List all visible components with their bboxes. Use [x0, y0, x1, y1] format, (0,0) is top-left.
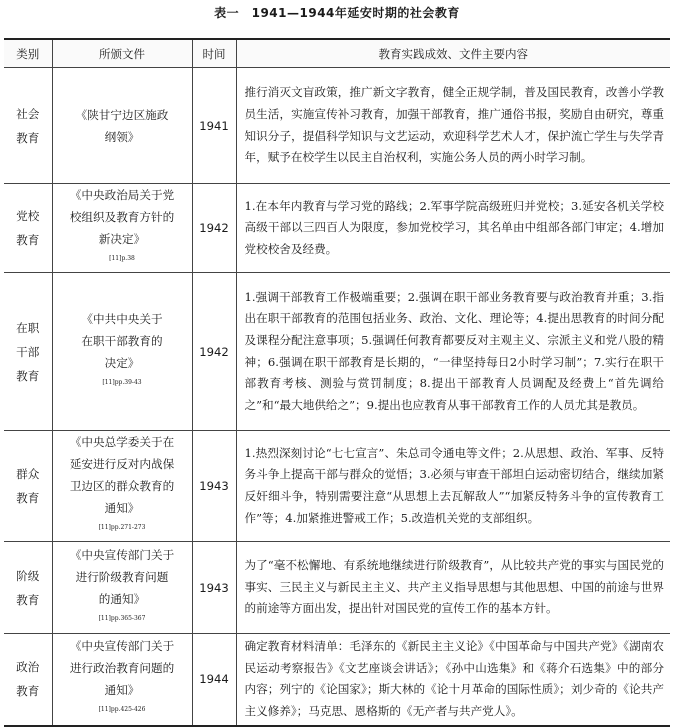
document-cell: [52, 184, 192, 273]
document-line-text: 决定》: [104, 355, 140, 370]
document-line: 《中央政治局关于党: [69, 188, 175, 202]
header-year: 时间: [192, 39, 236, 68]
year-cell: 1943: [192, 542, 236, 634]
header-content: 教育实践成效、文件主要内容: [236, 39, 670, 68]
citation-ref: [11]pp.365-367: [98, 614, 146, 622]
document-line: 《中共中央关于: [81, 311, 163, 326]
document-line: 校组织及教育方针的: [69, 210, 175, 224]
document-line: 延安进行反对内战保: [69, 457, 175, 471]
category-cell: [4, 634, 52, 726]
document-line: 在职干部教育的: [81, 333, 163, 348]
document-line: [61, 228, 184, 272]
table-row: [4, 273, 670, 431]
document-line: 进行阶级教育问题: [75, 569, 169, 584]
document-cell: [52, 431, 192, 542]
table-row: [4, 634, 670, 726]
category-line: 教育: [16, 684, 40, 699]
document-cell: [52, 68, 192, 184]
table-row: [4, 542, 670, 634]
citation-ref: [11]pp.271-273: [98, 524, 146, 532]
citation-ref: [11]pp.425-426: [98, 706, 146, 714]
document-line-text: 的通知》: [98, 591, 146, 606]
category-line: 群众: [16, 467, 40, 481]
content-cell: 1.强调干部教育工作极端重要；2.强调在职干部业务教育要与政治教育并重；3.指出在职干部教育的范围包括业务、政治、文化、理论等；4.提出思教育的时间分配及课程分配注意事项；5.强调任何教育都要反对主观主义、宗派主义和党八股的精神；6.强调在职干部教育是长期的，“一律坚持每日2小时学习制”；7.实行在职干部教育考核、测验与赏罚制度；8.提出干部教育人员调配及经费上“首先调给之”和“最大地供给之”；9.提出也应教育从事干部教育工作的人员尤其是教员。: [236, 273, 670, 431]
category-line: 教育: [16, 592, 40, 607]
content-cell: 1.在本年内教育与学习党的路线；2.军事学院高级班归并党校；3.延安各机关学校高级干部以三四百人为限度，参加党校学习，其名单由中组部各部门审定；4.增加党校校舍及经费。: [236, 184, 670, 273]
category-line: 教育: [16, 368, 40, 383]
category-cell: [4, 184, 52, 273]
category-line: 教育: [16, 233, 40, 247]
header-document: 所颁文件: [52, 39, 192, 68]
category-line: 在职: [16, 320, 40, 335]
year-cell: 1942: [192, 273, 236, 431]
document-line: [61, 352, 184, 396]
category-cell: [4, 273, 52, 431]
document-cell: [52, 273, 192, 431]
category-line: 阶级: [16, 568, 40, 583]
category-line: 教育: [16, 491, 40, 505]
document-line: [61, 588, 184, 632]
document-line: 卫边区的群众教育的: [69, 479, 175, 493]
document-line: 《中央宣传部门关于: [69, 547, 175, 562]
category-cell: [4, 542, 52, 634]
category-line: 党校: [16, 209, 40, 223]
header-row: [4, 39, 670, 68]
category-line: 政治: [16, 660, 40, 675]
content-cell: 1.热烈深刻讨论“七七宣言”、朱总司令通电等文件；2.从思想、政治、军事、反特务斗争上提高干部与群众的觉悟；3.必须与审查干部坦白运动密切结合，继续加紧反奸细斗争，特别需要注意“从思想上去瓦解敌人”“加紧反特务斗争的宣传教育工作”等；4.加紧推进警戒工作；5.改造机关党的支部组织。: [236, 431, 670, 542]
document-line: 进行政治教育问题的: [69, 661, 175, 676]
content-cell: 推行消灭文盲政策，推广新文字教育，健全正规学制，普及国民教育，改善小学教员生活，实施宣传补习教育，加强干部教育，推广通俗书报，奖励自由研究，尊重知识分子，提倡科学知识与文艺运动，欢迎科学艺术人才，保护流亡学生与失学青年，赋予在校学生以民主自治权利，实施公务人员的两小时学习制。: [236, 68, 670, 184]
table-title: 表一 1941—1944年延安时期的社会教育: [214, 6, 460, 20]
document-line-text: 通知》: [104, 501, 140, 515]
year-cell: 1944: [192, 634, 236, 726]
document-line: [61, 497, 184, 541]
document-line: 《中央宣传部门关于: [69, 639, 175, 654]
year-cell: 1942: [192, 184, 236, 273]
year-cell: 1941: [192, 68, 236, 184]
header-category: 类别: [4, 39, 52, 68]
document-line: 《中央总学委关于在: [69, 435, 175, 449]
document-cell: [52, 542, 192, 634]
category-cell: [4, 68, 52, 184]
content-cell: 确定教育材料清单：毛泽东的《新民主主义论》《中国革命与中国共产党》《湖南农民运动考察报告》《文艺座谈会讲话》；《孙中山选集》和《蒋介石选集》中的部分内容；列宁的《论国家》；斯大林的《论十月革命的国际性质》；刘少奇的《论共产主义修养》；马克思、恩格斯的《无产者与共产党人》。: [236, 634, 670, 726]
category-cell: [4, 431, 52, 542]
category-line: 教育: [16, 130, 40, 145]
document-line-text: 新决定》: [98, 232, 146, 246]
category-line: 干部: [16, 344, 40, 359]
table-row: [4, 68, 670, 184]
document-line: [61, 679, 184, 723]
citation-ref: [11]pp.39-43: [102, 378, 142, 386]
year-cell: 1943: [192, 431, 236, 542]
document-line-text: 通知》: [104, 683, 140, 698]
document-cell: [52, 634, 192, 726]
document-line: 《陕甘宁边区施政: [75, 107, 169, 122]
table-row: [4, 431, 670, 542]
content-cell: 为了“毫不松懈地、有系统地继续进行阶级教育”，从比较共产党的事实与国民党的事实、三民主义与新民主主义、共产主义指导思想与其他思想、中国的前途与世界的前途等方面出发，提出针对国民党的宣传工作的基本方针。: [236, 542, 670, 634]
category-line: 社会: [16, 106, 40, 121]
document-line: 纲领》: [104, 129, 140, 144]
table-row: [4, 184, 670, 273]
social-education-table: [4, 38, 670, 727]
citation-ref: [11]p.38: [109, 255, 135, 263]
